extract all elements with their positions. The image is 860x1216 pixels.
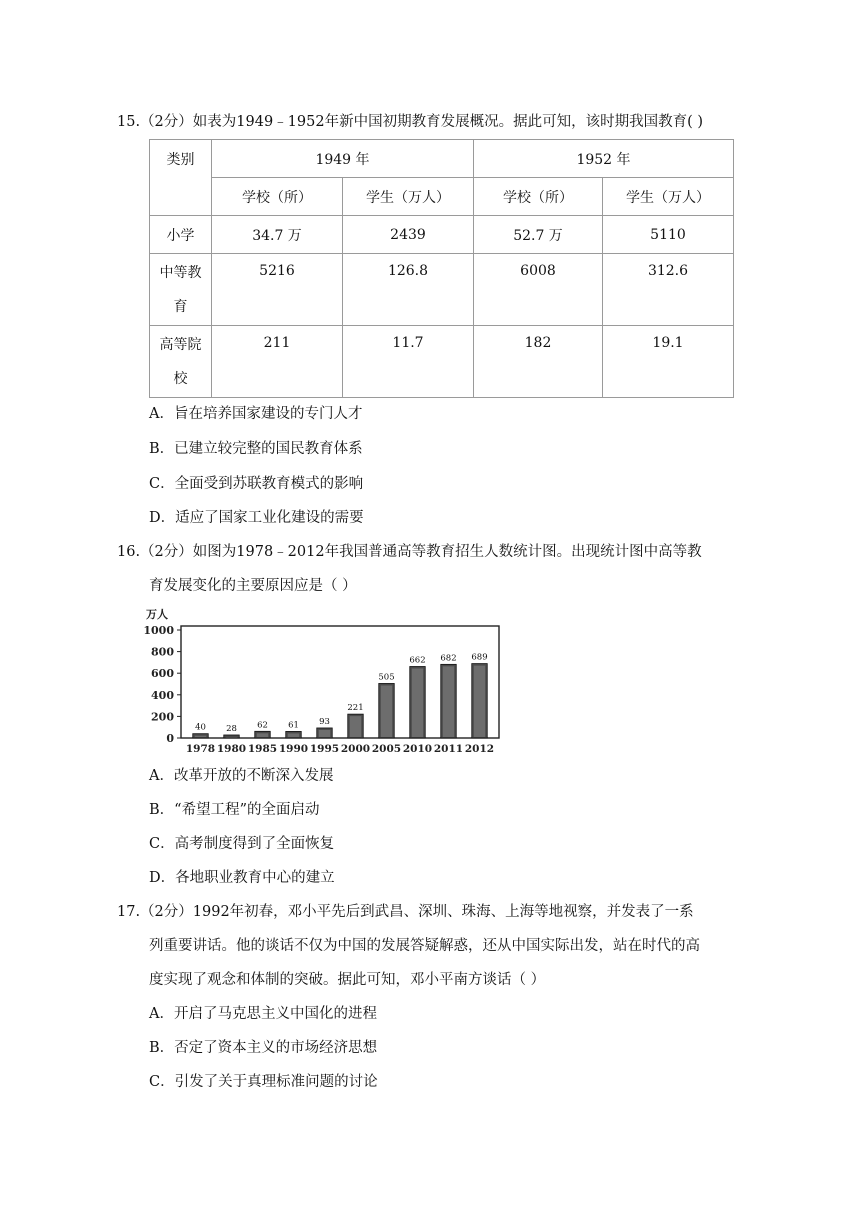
table-row-label-line1: 中等教	[159, 265, 202, 281]
q17-stem-line1: 17.（2分）1992年初春，邓小平先后到武昌、深圳、珠海、上海等地视察，并发表了一系	[117, 904, 694, 920]
q16-option-a[interactable]: A．改革开放的不断深入发展	[149, 768, 334, 784]
bar-texture	[412, 669, 424, 737]
q15-option-b[interactable]: B．已建立较完整的国民教育体系	[149, 441, 363, 457]
x-tick-label: 1980	[216, 743, 247, 755]
table-row-label	[150, 326, 212, 398]
table-row-label-line1: 高等院	[159, 337, 202, 353]
q17-option-b[interactable]: B．否定了资本主义的市场经济思想	[149, 1040, 378, 1056]
table-cell: 182	[474, 326, 603, 398]
bar-texture	[350, 716, 362, 737]
education-table	[149, 139, 734, 398]
table-header-year2: 1952 年	[474, 140, 734, 178]
bar-data-label: 93	[319, 716, 330, 727]
x-tick-label: 2005	[371, 743, 402, 755]
bar-texture	[319, 730, 331, 737]
bar-texture	[474, 666, 486, 737]
y-tick-label: 600	[151, 667, 174, 681]
table-cell: 312.6	[603, 254, 734, 326]
table-cell: 126.8	[343, 254, 474, 326]
x-tick-label: 1990	[278, 743, 309, 755]
bar-texture	[195, 736, 207, 737]
bar-texture	[226, 737, 238, 738]
x-tick-label: 2012	[464, 743, 495, 755]
table-row-label-line2: 校	[173, 371, 188, 387]
table-subheader: 学校（所）	[474, 178, 603, 216]
enrollment-bar-chart	[138, 606, 508, 756]
bar-texture	[381, 685, 393, 737]
x-tick-label: 1985	[247, 743, 278, 755]
y-tick-label: 200	[151, 710, 174, 724]
q16-option-d[interactable]: D．各地职业教育中心的建立	[149, 870, 335, 886]
table-cell: 5110	[603, 216, 734, 254]
table-cell: 11.7	[343, 326, 474, 398]
table-header-category: 类别	[150, 140, 212, 216]
q17-option-c[interactable]: C．引发了关于真理标准问题的讨论	[149, 1074, 378, 1090]
bar-data-label: 62	[257, 720, 268, 731]
bar-data-label: 662	[409, 655, 426, 666]
x-tick-label: 2011	[433, 743, 464, 755]
bar-data-label: 682	[440, 653, 457, 664]
q17-stem-line2: 列重要讲话。他的谈话不仅为中国的发展答疑解惑，还从中国实际出发，站在时代的高	[149, 938, 700, 954]
q15-option-a[interactable]: A．旨在培养国家建设的专门人才	[149, 406, 363, 422]
table-subheader: 学生（万人）	[603, 178, 734, 216]
q17-option-a[interactable]: A．开启了马克思主义中国化的进程	[149, 1006, 377, 1022]
bar-data-label: 61	[288, 720, 299, 731]
bar-data-label: 505	[378, 672, 395, 683]
bar-texture	[288, 733, 300, 737]
table-cell: 6008	[474, 254, 603, 326]
table-cell: 34.7 万	[212, 216, 343, 254]
x-tick-label: 1978	[185, 743, 216, 755]
y-tick-label: 1000	[143, 624, 174, 637]
q16-option-b[interactable]: B．“希望工程”的全面启动	[149, 802, 320, 818]
x-tick-label: 2000	[340, 743, 371, 755]
table-cell: 19.1	[603, 326, 734, 398]
q15-option-c[interactable]: C．全面受到苏联教育模式的影响	[149, 476, 364, 492]
table-cell: 211	[212, 326, 343, 398]
table-row-label: 小学	[150, 216, 212, 254]
bar-data-label: 221	[347, 703, 364, 714]
table-row-label	[150, 254, 212, 326]
bar-data-label: 40	[195, 722, 206, 733]
bar-data-label: 28	[226, 723, 237, 734]
q16-stem-line1: 16.（2分）如图为1978﹣2012年我国普通高等教育招生人数统计图。出现统计图中高等教	[117, 544, 702, 560]
q16-option-c[interactable]: C．高考制度得到了全面恢复	[149, 836, 335, 852]
table-row-label-line2: 育	[173, 299, 188, 315]
bar-data-label: 689	[471, 652, 488, 663]
x-tick-label: 2010	[402, 743, 433, 755]
table-cell: 2439	[343, 216, 474, 254]
table-subheader: 学校（所）	[212, 178, 343, 216]
q15-option-d[interactable]: D．适应了国家工业化建设的需要	[149, 510, 364, 526]
q17-stem-line3: 度实现了观念和体制的突破。据此可知，邓小平南方谈话（ ）	[149, 972, 546, 988]
y-tick-label: 800	[151, 645, 174, 659]
table-header-year1: 1949 年	[212, 140, 474, 178]
x-tick-label: 1995	[309, 743, 340, 755]
bar-texture	[257, 733, 269, 737]
table-cell: 5216	[212, 254, 343, 326]
table-subheader: 学生（万人）	[343, 178, 474, 216]
q16-stem-line2: 育发展变化的主要原因应是（ ）	[149, 578, 357, 594]
bar-1980	[224, 735, 240, 738]
y-tick-label: 0	[166, 732, 174, 745]
y-tick-label: 400	[151, 688, 174, 702]
bar-texture	[443, 666, 455, 737]
chart-y-label: 万人	[146, 608, 168, 621]
q15-stem: 15.（2分）如表为1949﹣1952年新中国初期教育发展概况。据此可知，该时期我国教育( )	[117, 114, 704, 130]
table-cell: 52.7 万	[474, 216, 603, 254]
